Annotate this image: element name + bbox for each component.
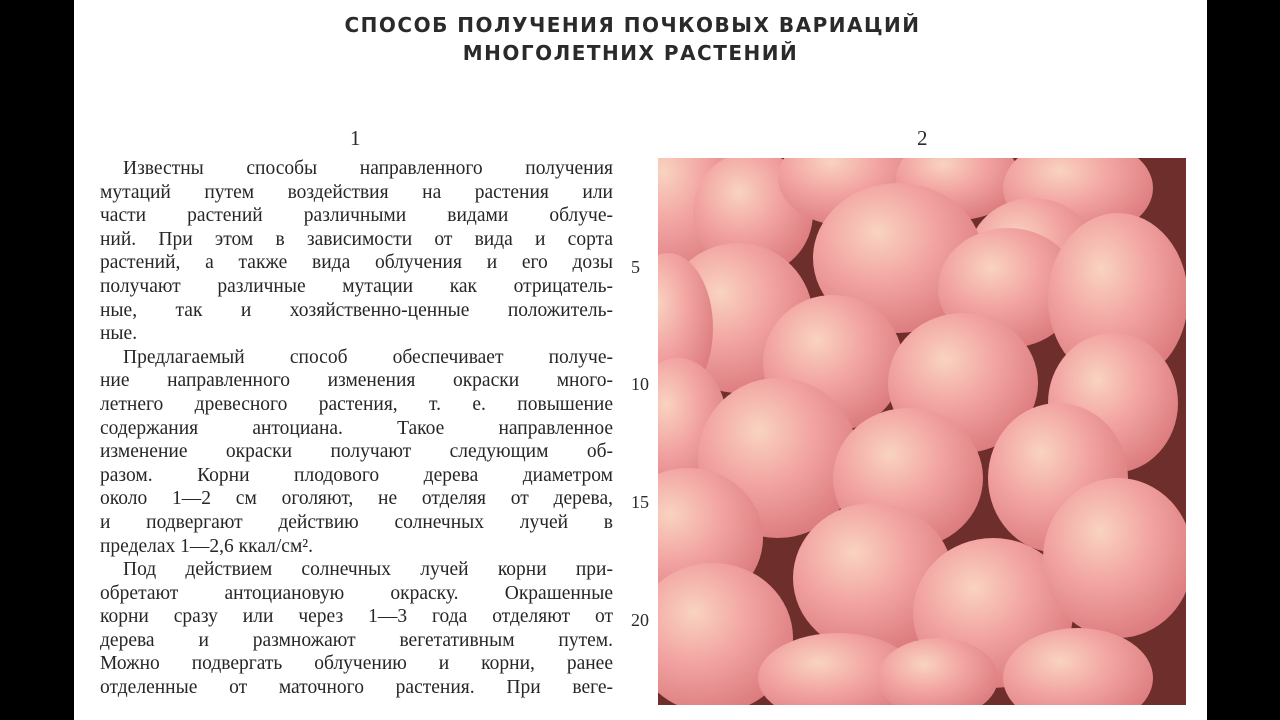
text-line: получают различные мутации как отрицатель- [100,275,613,297]
text-line: растений, а также вида облучения и его дозы [100,252,613,274]
document-title-line-1: СПОСОБ ПОЛУЧЕНИЯ ПОЧКОВЫХ ВАРИАЦИЙ [344,13,921,37]
peaches-photo [658,158,1186,705]
text-line: Известны способы направленного получения [123,158,613,179]
line-number-10: 10 [631,374,649,394]
text-line: мутаций путем воздействия на растения или [100,181,613,203]
line-number-5: 5 [631,257,640,277]
text-line: изменение окраски получают следующим об- [100,441,613,463]
text-line: отделенные от маточного растения. При веге- [100,677,613,699]
text-line: Можно подвергать облучению и корни, ранее [100,653,613,675]
text-line: корни сразу или через 1—3 года отделяют от [100,606,613,628]
text-line: ний. При этом в зависимости от вида и сорта [100,228,613,250]
text-line: обретают антоциановую окраску. Окрашенные [100,582,613,604]
text-line: содержания антоциана. Такое направленное [100,417,613,439]
line-number-15: 15 [631,492,649,512]
document-page [74,0,1207,720]
text-line: летнего древесного растения, т. е. повышение [100,393,613,415]
text-line: и подвергают действию солнечных лучей в [100,511,613,533]
peach [1043,478,1186,638]
text-line: дерева и размножают вегетативным путем. [100,629,613,651]
text-line: части растений различными видами облуче- [100,205,613,227]
text-line: ние направленного изменения окраски много- [100,370,613,392]
text-line: Под действием солнечных лучей корни при- [123,559,613,581]
text-column [100,157,613,700]
text-line: около 1—2 см оголяют, не отделяя от дерева, [100,488,613,510]
text-line: ные, так и хозяйственно-ценные положитель- [100,299,613,321]
text-line: Предлагаемый способ обеспечивает получе- [123,346,613,368]
text-line: разом. Корни плодового дерева диаметром [100,464,613,486]
peaches-illustration [658,158,1186,705]
column-number-2: 2 [917,126,928,150]
column-number-1: 1 [350,126,361,150]
text-line: пределах 1—2,6 ккал/см². [100,535,314,557]
document-title-line-2: МНОГОЛЕТНИХ РАСТЕНИЙ [462,41,799,65]
line-number-20: 20 [631,610,649,630]
text-line: ные. [100,323,138,345]
